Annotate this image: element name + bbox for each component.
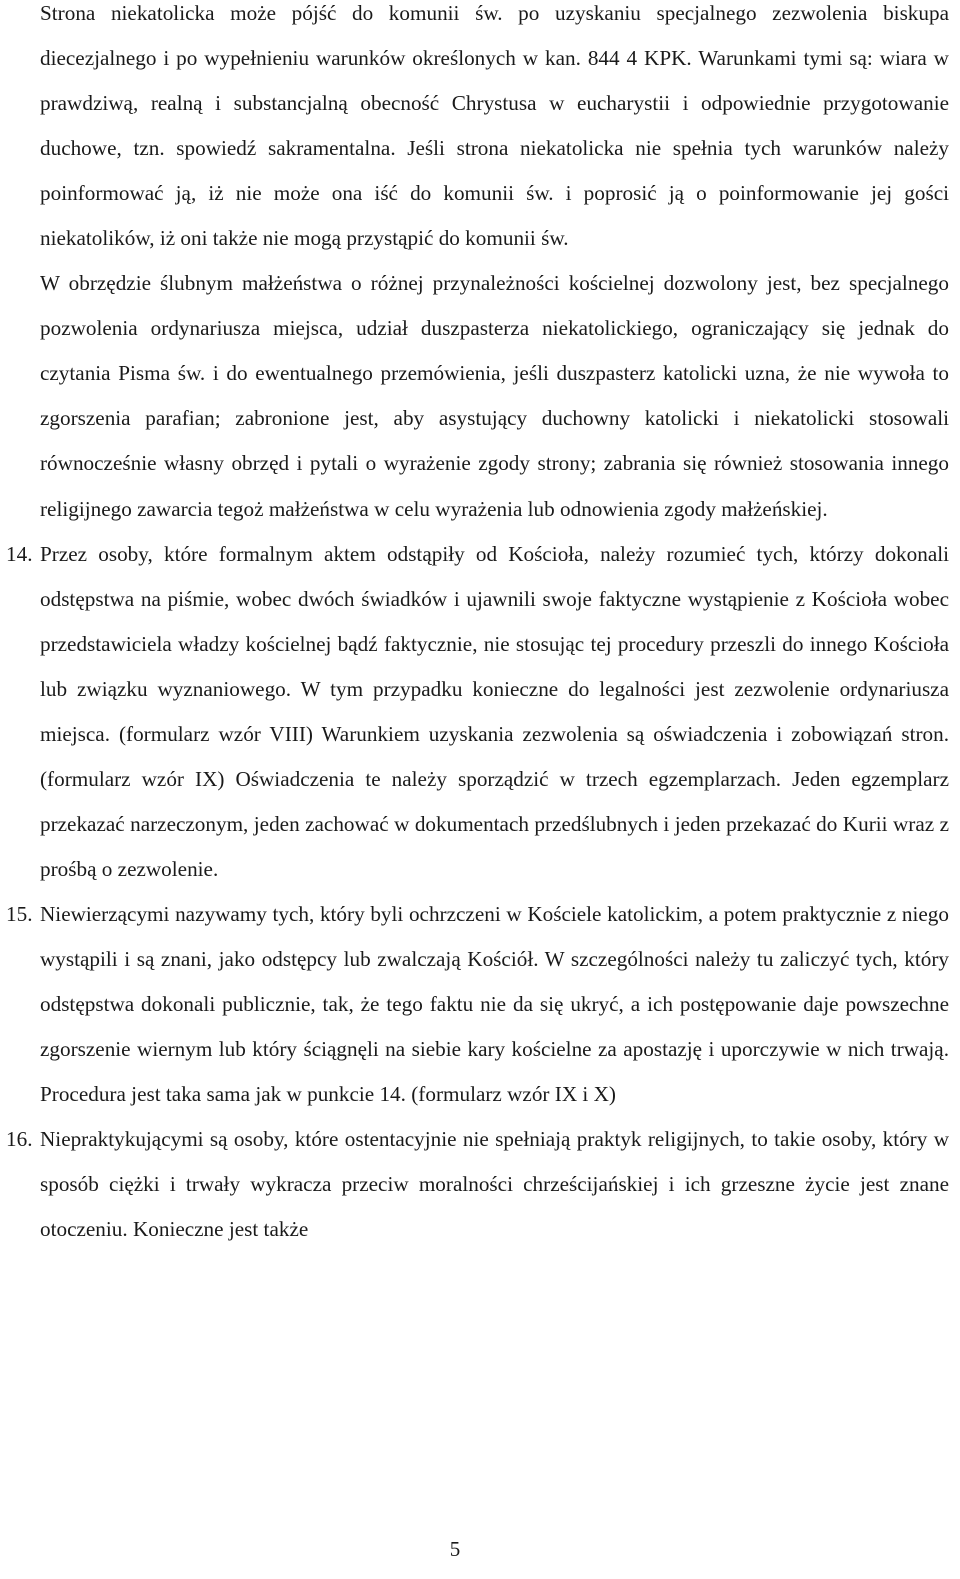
list-item-text: Przez osoby, które formalnym aktem odstąpiły od Kościoła, należy rozumieć tych, którzy dokonali odstępstwa na piśmie, wobec dwóch świadków i ujawnili swoje faktyczne wystąpienie z Kościoła wobec przedstawiciela władzy kościelnej bądź faktycznie, nie stosując tej procedury przeszli do innego Kościoła lub związku wyznaniowego. W tym przypadku konieczne do legalności jest zezwolenie ordynariusza miejsca. (formularz wzór VIII) Warunkiem uzyskania zezwolenia są oświadczenia i zobowiązań stron. (formularz wzór IX) Oświadczenia te należy sporządzić w trzech egzemplarzach. Jeden egzemplarz przekazać narzeczonym, jeden zachować w dokumentach przedślubnych i jeden przekazać do Kurii wraz z prośbą o zezwolenie. <box>40 541 949 881</box>
list-item-16 <box>6 1117 949 1252</box>
paragraph-communion: Strona niekatolicka może pójść do komunii św. po uzyskaniu specjalnego zezwolenia biskupa diecezjalnego i po wypełnieniu warunków określonych w kan. 844 4 KPK. Warunkami tymi są: wiara w prawdziwą, realną i substancjalną obecność Chrystusa w eucharystii i odpowiednie przygotowanie duchowe, tzn. spowiedź sakramentalna. Jeśli strona niekatolicka nie spełnia tych warunków należy poinformować ją, iż nie może ona iść do komunii św. i poprosić ją o poinformowanie jej gości niekatolików, iż oni także nie mogą przystąpić do komunii św. <box>40 1 949 251</box>
list-item-number: 16. <box>6 1127 33 1152</box>
list-item-text: Niepraktykującymi są osoby, które ostentacyjnie nie spełniają praktyk religijnych, to takie osoby, który w sposób ciężki i trwały wykracza przeciw moralności chrześcijańskiej i ich grzeszne życie jest znane otoczeniu. Konieczne jest także <box>40 1127 949 1242</box>
list-item-number: 15. <box>6 901 33 926</box>
list-item-text: Niewierzącymi nazywamy tych, który byli ochrzczeni w Kościele katolickim, a potem praktycznie z niego wystąpili i są znani, jako odstępcy lub zwalczają Kościół. W szczególności należy tu zaliczyć tych, który odstępstwa dokonali publicznie, tak, że tego faktu nie da się ukryć, a ich postępowanie daje powszechne zgorszenie wiernym lub który ściągnęli na siebie kary kościelne za apostazję i uporczywie w nich trwają. Procedura jest taka sama jak w punkcie 14. (formularz wzór IX i X) <box>40 901 949 1107</box>
list-item-number: 14. <box>6 541 33 566</box>
list-item-15 <box>6 892 949 1117</box>
list-item-14 <box>6 532 949 892</box>
page-number: 5 <box>449 1537 461 1561</box>
paragraph-wedding-rite: W obrzędzie ślubnym małżeństwa o różnej przynależności kościelnej dozwolony jest, bez specjalnego pozwolenia ordynariusza miejsca, udział duszpasterza niekatolickiego, ograniczający się jednak do czytania Pisma św. i do ewentualnego przemówienia, jeśli duszpasterz katolicki uzna, że nie wywoła to zgorszenia parafian; zabronione jest, aby asystujący duchowny katolicki i niekatolicki stosowali równocześnie własny obrzęd i pytali o wyrażenie zgody strony; zabrania się również stosowania innego religijnego zawarcia tegoż małżeństwa w celu wyrażenia lub odnowienia zgody małżeńskiej. <box>40 271 949 521</box>
